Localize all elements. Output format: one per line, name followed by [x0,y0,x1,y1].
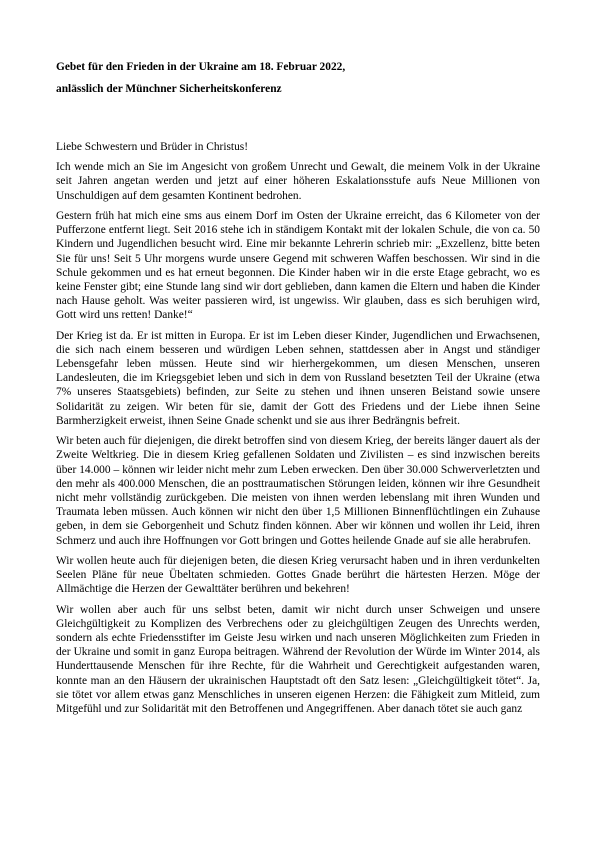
document-body [56,56,540,722]
title-line-2: anlässlich der Münchner Sicherheitskonferenz [56,83,282,95]
salutation: Liebe Schwestern und Brüder in Christus! [56,141,249,153]
paragraph-1: Ich wende mich an Sie im Angesicht von großem Unrecht und Gewalt, die meinem Volk in der Ukraine seit Jahren angetan werden und jetzt auf einer höheren Eskalationsstufe aufs Neue Millionen von Unschuldigen auf dem gesamten Kontinent bedrohen. [56,161,540,202]
paragraph-2: Gestern früh hat mich eine sms aus einem Dorf im Osten der Ukraine erreicht, das 6 Kilometer von der Pufferzone entfernt liegt. Seit 2016 stehe ich in ständigem Kontakt mit der lokalen Schule, die von ca. 50 Kindern und Jugendlichen besucht wird. Eine mir bekannte Lehrerin schrieb mir: „Exzellenz, bitte beten Sie für uns! Seit 5 Uhr morgens wurde unsere Gegend mit schweren Waffen beschossen. Wir sind in die Schule gekommen und es hat erneut begonnen. Die Kinder haben wir in die erste Etage gebracht, wo es keine Fenster gibt; eine Stunde lang sind wir dort geblieben, dann kamen die Eltern und haben die Kinder nach Hause geholt. Was weiter passieren wird, ist ungewiss. Wir glauben, dass es sich beruhigen wird, Gott wird uns retten! Danke!“ [56,209,540,322]
paragraph-5: Wir wollen heute auch für diejenigen beten, die diesen Krieg verursacht haben und in ihren verdunkelten Seelen Pläne für neue Übeltaten schmieden. Gottes Gnade berührt die härtesten Herzen. Möge der Allmächtige die Herzen der Gewalttäter berühren und bekehren! [56,554,540,596]
title-line-1: Gebet für den Frieden in der Ukraine am 18. Februar 2022, [56,61,346,73]
paragraph-3: Der Krieg ist da. Er ist mitten in Europa. Er ist im Leben dieser Kinder, Jugendlichen und Erwachsenen, die sich nach einem besseren und würdigen Leben sehnen, stattdessen aber in Angst und ständiger Lebensgefahr leben müssen. Heute sind wir hierhergekommen, um diesen Menschen, unseren Landesleuten, die im Kriegsgebiet leben und sich in dem von Russland besetzten Teil der Ukraine (etwa 7% unseres Staatsgebiets) befinden, zur Seite zu stehen und ihnen unseren Beistand sowie unsere Solidarität zu zeigen. Wir beten für sie, damit der Gott des Friedens und der Liebe ihnen Seine Barmherzigkeit erweist, ihnen Seine Gnade schenkt und sie aus ihrer Bedrängnis befreit. [56,329,540,427]
paragraph-6: Wir wollen aber auch für uns selbst beten, damit wir nicht durch unser Schweigen und unsere Gleichgültigkeit zu Komplizen des Verbrechens oder zu gleichgültigen Zeugen des Unrechts werden, sondern als echte Friedensstifter im Geiste Jesu wirken und nach unseren Möglichkeiten zum Frieden in der Ukraine und somit in ganz Europa beitragen. Während der Revolution der Würde im Winter 2014, als Hunderttausende Menschen für ihre Rechte, für die Wahrheit und Gerechtigkeit aufgestanden waren, konnte man an den Häusern der ukrainischen Hauptstadt oft den Satz lesen: „Gleichgültigkeit tötet“. Ja, sie tötet vor allem etwas ganz Menschliches in unseren eigenen Herzen: die Fähigkeit zum Mitleid, zum Mitgefühl und zur Solidarität mit den Betroffenen und Angegriffenen. Aber danach tötet sie auch ganz [56,603,540,716]
paragraph-4: Wir beten auch für diejenigen, die direkt betroffen sind von diesem Krieg, der bereits länger dauert als der Zweite Weltkrieg. Die in diesem Krieg gefallenen Soldaten und Zivilisten – es sind inzwischen bereits über 14.000 – können wir leider nicht mehr zum Leben erwecken. Den über 30.000 Schwerverletzten und den mehr als 400.000 Menschen, die an posttraumatischen Störungen leiden, können wir ihre Gesundheit nicht mehr vollständig zurückgeben. Die meisten von ihnen werden lebenslang mit ihren Wunden und Traumata leben müssen. Auch können wir nicht den über 1,5 Millionen Binnenflüchtlingen ein Zuhause geben, in dem sie Geborgenheit und Schutz finden können. Aber wir können und wollen ihr Leid, ihren Schmerz und auch ihre Hoffnungen vor Gott bringen und Gottes heilende Gnade auf sie alle herabrufen. [56,435,540,547]
